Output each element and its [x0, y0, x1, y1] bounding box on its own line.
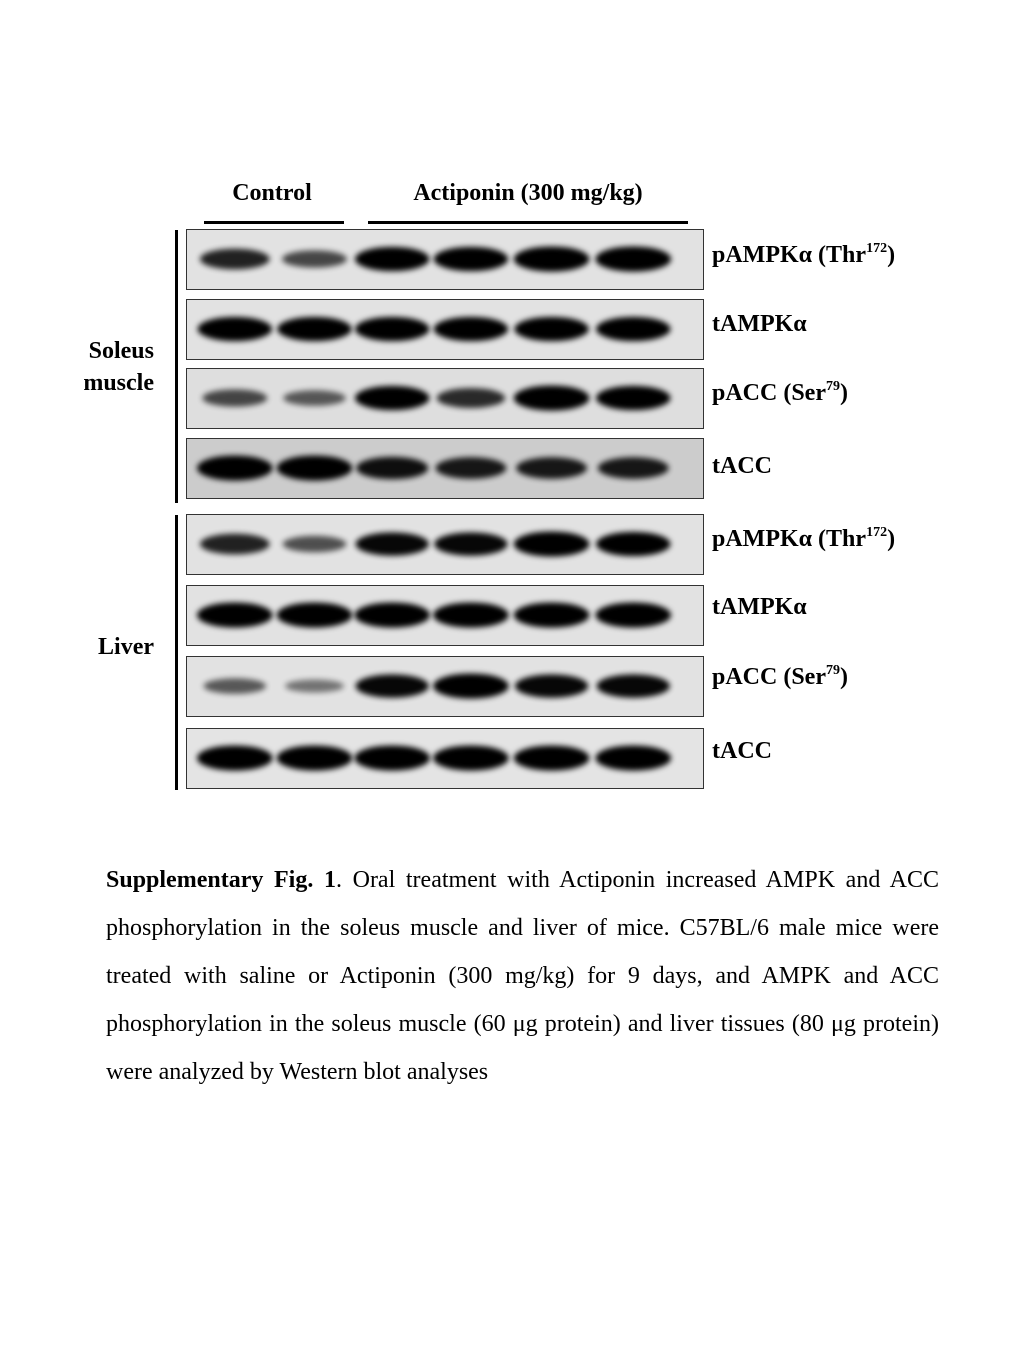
- blot-band-lane-4: [434, 532, 507, 555]
- soleus-label-pampk: [712, 242, 895, 269]
- soleus-label-pacc: [712, 380, 848, 407]
- label-base: tAMPKα: [712, 594, 807, 620]
- soleus-label-tacc: [712, 453, 772, 480]
- blot-band-lane-2: [277, 602, 353, 627]
- blot-band-lane-4: [433, 745, 509, 770]
- control-group-label: Control: [232, 180, 312, 206]
- blot-image: [187, 369, 703, 428]
- soleus-blot-tampk: [186, 299, 704, 360]
- blot-band-lane-6: [596, 532, 671, 556]
- blot-band-lane-6: [597, 674, 670, 697]
- blot-band-lane-1: [202, 389, 267, 406]
- blot-band-lane-4: [433, 602, 509, 627]
- blot-image: [187, 515, 703, 574]
- blot-image: [187, 729, 703, 788]
- blot-band-lane-1: [197, 602, 273, 627]
- label-base: pAMPKα (Thr: [712, 242, 867, 268]
- label-close: ): [887, 242, 896, 268]
- liver-bracket: [175, 515, 178, 790]
- blot-band-lane-6: [595, 246, 671, 271]
- soleus-label-line2: muscle: [83, 370, 154, 396]
- blot-band-lane-3: [356, 457, 428, 480]
- treatment-group-line: [368, 221, 688, 224]
- label-close: ): [840, 380, 848, 406]
- blot-band-lane-6: [598, 457, 669, 479]
- blot-band-lane-1: [197, 745, 273, 770]
- blot-band-lane-6: [596, 317, 671, 341]
- label-base: pACC (Ser: [712, 380, 826, 406]
- blot-band-lane-3: [355, 386, 430, 410]
- liver-label-tacc: [712, 738, 772, 765]
- liver-label-pacc: [712, 664, 848, 691]
- liver-label: Liver: [98, 634, 154, 660]
- caption-title: Supplementary Fig. 1: [106, 867, 336, 893]
- soleus-blot-tacc: [186, 438, 704, 499]
- blot-band-lane-1: [200, 534, 270, 555]
- blot-image: [187, 230, 703, 289]
- blot-band-lane-2: [283, 390, 346, 406]
- label-base: tACC: [712, 453, 772, 479]
- blot-band-lane-5: [514, 745, 590, 770]
- blot-band-lane-3: [354, 745, 430, 770]
- label-sup: 79: [826, 663, 840, 678]
- liver-label-pampk: [712, 526, 895, 553]
- blot-band-lane-3: [356, 532, 429, 555]
- blot-image: [187, 300, 703, 359]
- blot-band-lane-6: [595, 745, 671, 770]
- blot-band-lane-4: [437, 388, 506, 408]
- blot-band-lane-1: [198, 317, 273, 341]
- blot-band-lane-2: [277, 745, 353, 770]
- label-base: tAMPKα: [712, 311, 807, 337]
- caption-text: . Oral treatment with Actiponin increased AMPK and ACC phosphorylation in the soleus muscle and liver of mice. C57BL/6 male mice were treated with saline or Actiponin (300 mg/kg) for 9 days, and AMPK and ACC phosphorylation in the soleus muscle (60 μg protein) and liver tissues (80 μg protein) were analyzed by Western blot analyses: [106, 867, 939, 1085]
- soleus-bracket: [175, 230, 178, 503]
- blot-band-lane-2: [282, 250, 347, 267]
- blot-band-lane-5: [516, 457, 587, 479]
- blot-band-lane-5: [514, 385, 590, 410]
- blot-band-lane-6: [596, 386, 671, 410]
- label-sup: 172: [866, 241, 888, 256]
- label-close: ): [887, 526, 896, 552]
- label-base: pAMPKα (Thr: [712, 526, 867, 552]
- figure-caption: [106, 856, 939, 1096]
- blot-band-lane-5: [514, 317, 589, 341]
- blot-band-lane-2: [283, 536, 347, 552]
- liver-blot-tacc: [186, 728, 704, 789]
- soleus-label-tampk: [712, 311, 807, 338]
- blot-band-lane-2: [285, 680, 344, 693]
- blot-band-lane-3: [355, 317, 430, 341]
- blot-band-lane-3: [355, 247, 430, 271]
- liver-blot-pacc: [186, 656, 704, 717]
- blot-band-lane-5: [514, 246, 590, 271]
- liver-blot-pampk: [186, 514, 704, 575]
- control-group-line: [204, 221, 344, 224]
- blot-band-lane-1: [200, 249, 270, 270]
- blot-image: [187, 586, 703, 645]
- label-base: pACC (Ser: [712, 664, 826, 690]
- blot-band-lane-2: [277, 317, 352, 341]
- blot-image: [187, 439, 703, 498]
- blot-band-lane-6: [595, 602, 671, 627]
- soleus-label-line1: Soleus: [88, 338, 154, 364]
- soleus-blot-pampk: [186, 229, 704, 290]
- blot-band-lane-5: [514, 531, 590, 556]
- treatment-group-label: Actiponin (300 mg/kg): [413, 180, 643, 206]
- label-sup: 172: [866, 525, 888, 540]
- blot-band-lane-2: [277, 455, 353, 480]
- blot-band-lane-1: [197, 455, 273, 480]
- blot-band-lane-5: [514, 602, 590, 627]
- label-sup: 79: [826, 379, 840, 394]
- blot-band-lane-4: [434, 247, 509, 271]
- soleus-blot-pacc: [186, 368, 704, 429]
- blot-band-lane-3: [354, 602, 430, 627]
- blot-band-lane-4: [434, 317, 509, 341]
- soleus-muscle-label: [34, 335, 154, 399]
- label-close: ): [840, 664, 848, 690]
- blot-band-lane-4: [433, 673, 509, 698]
- liver-label-tampk: [712, 594, 807, 621]
- blot-band-lane-4: [435, 457, 506, 479]
- liver-blot-tampk: [186, 585, 704, 646]
- blot-band-lane-1: [204, 678, 267, 694]
- blot-band-lane-5: [515, 674, 588, 697]
- blot-image: [187, 657, 703, 716]
- blot-band-lane-3: [356, 674, 429, 697]
- label-base: tACC: [712, 738, 772, 764]
